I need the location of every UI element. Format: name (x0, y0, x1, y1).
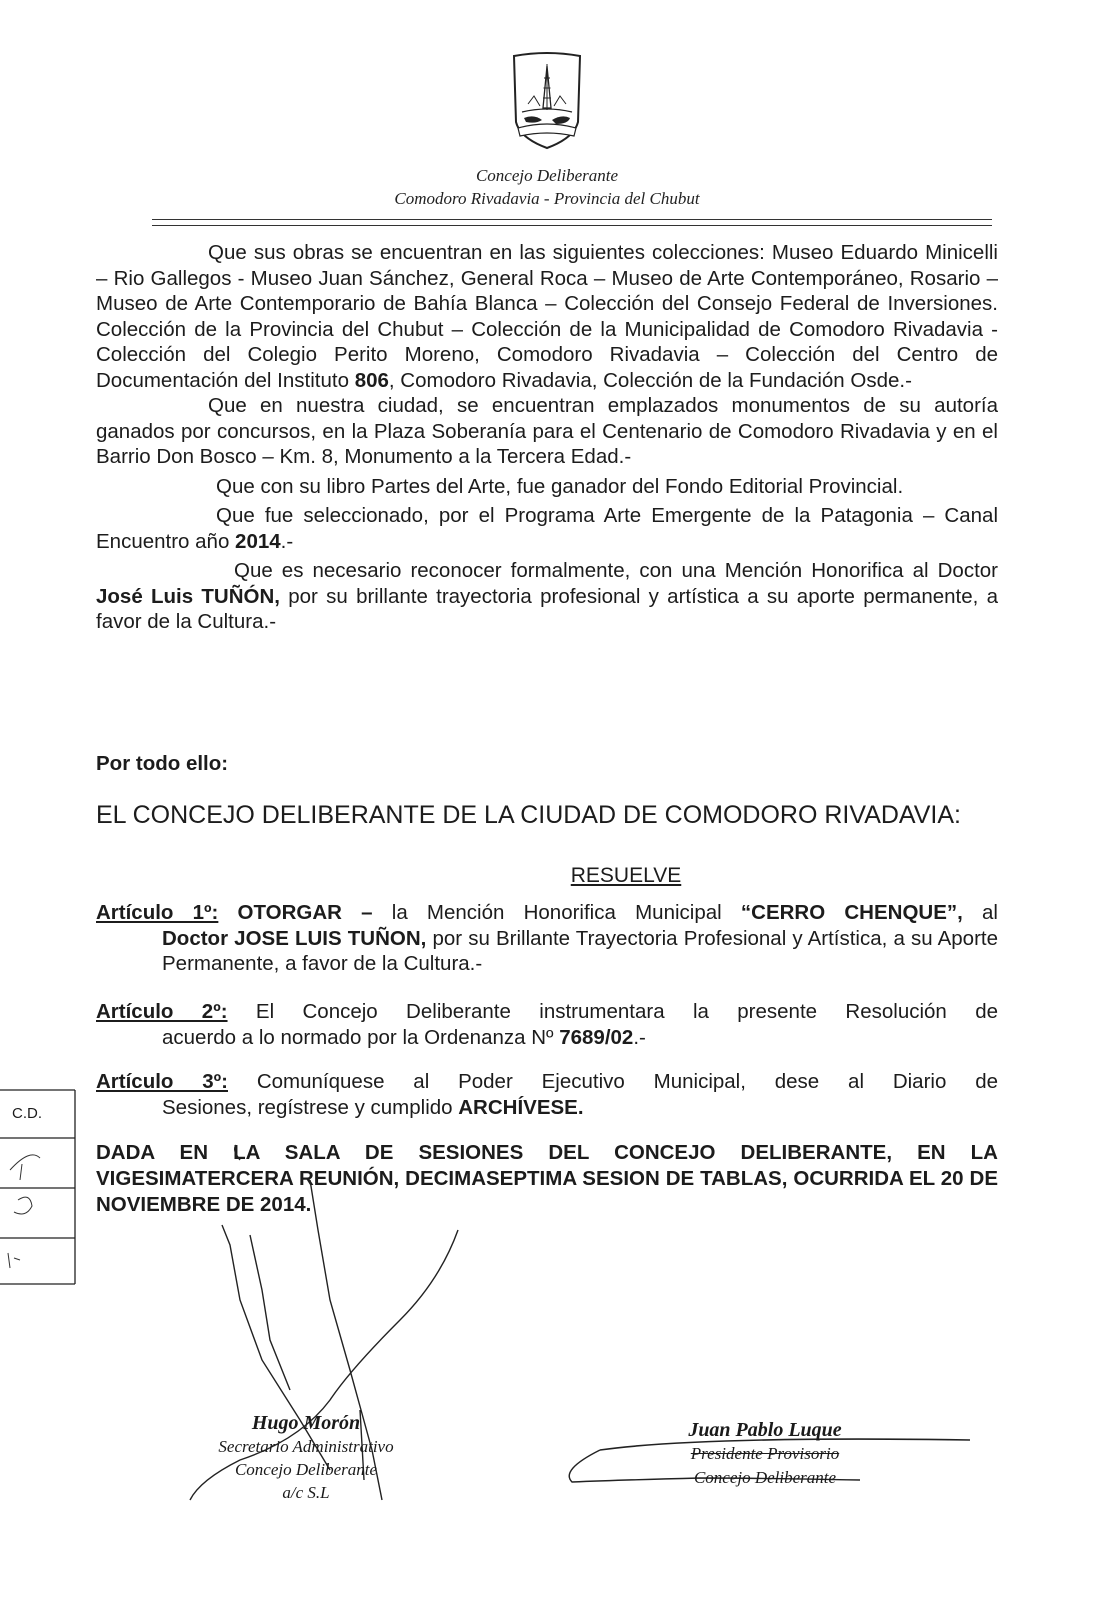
article-2-label: Artículo 2º: (96, 1000, 228, 1023)
article-1: Artículo 1º: OTORGAR – la Mención Honorifica Municipal “CERRO CHENQUE”, al Doctor JOSE LUIS TUÑON, por su Brillante Trayectoria Profesional y Artística, a su Aporte Permanente, a favor de la Cultura.- (96, 901, 999, 975)
council-heading: EL CONCEJO DELIBERANTE DE LA CIUDAD DE COMODORO RIVADAVIA: (96, 801, 961, 829)
coat-of-arms-icon (510, 50, 584, 160)
signer-extra: a/c S.L (282, 1483, 330, 1502)
signer-role: Presidente Provisorio (690, 1444, 840, 1463)
paragraph-recognition: Que es necesario reconocer formalmente, con una Mención Honorifica al Doctor José Luis TUÑÓN, por su brillante trayectoria profesional y artística a su aporte permanente, a favor de la Cultura.- (96, 559, 998, 633)
paragraph-monuments: Que en nuestra ciudad, se encuentran emplazados monumentos de su autoría ganados por concursos, en la Plaza Soberanía para el Centenario de Comodoro Rivadavia y en el Barrio Don Bosco – Km. 8, Monumento a la Tercera Edad.- (96, 394, 998, 468)
signer-role: Secretario Administrativo (218, 1437, 394, 1456)
letterhead-city-province: Comodoro Rivadavia - Provincia del Chubut (394, 189, 700, 208)
por-todo-ello: Por todo ello: (96, 752, 229, 775)
paragraph-collections: Que sus obras se encuentran en las siguientes colecciones: Museo Eduardo Minicelli – Rio Gallegos - Museo Juan Sánchez, General Roca – Museo de Arte Contemporáneo, Rosario – Museo de Arte Contemporario de Bahía Blanca – Colección del Consejo Federal de Inversiones. Colección de la Provincia del Chubut – Colección de la Municipalidad de Comodoro Rivadavia - Colección del Colegio Perito Moreno, Comodoro Rivadavia – Colección del Centro de Documentación del Instituto 806, Comodoro Rivadavia, Colección de la Fundación Osde.- (96, 241, 998, 392)
considerations-body (96, 240, 998, 635)
resuelve-heading: RESUELVE (570, 864, 682, 887)
given-in-closing: DADA EN LA SALA DE SESIONES DEL CONCEJO DELIBERANTE, EN LA VIGESIMATERCERA REUNIÓN, DECIMASEPTIMA SESION DE TABLAS, OCURRIDA EL 20 DE NOVIEMBRE DE 2014. (96, 1141, 998, 1216)
signer-name: Juan Pablo Luque (688, 1419, 842, 1441)
article-2: Artículo 2º: El Concejo Deliberante instrumentara la presente Resolución de acuerdo a lo normado por la Ordenanza Nº 7689/02.- (96, 1000, 998, 1049)
article-3-label: Artículo 3º: (96, 1070, 228, 1093)
paragraph-book: Que con su libro Partes del Arte, fue ganador del Fondo Editorial Provincial. (216, 474, 904, 498)
letterhead-council-name: Concejo Deliberante (475, 166, 619, 185)
article-1-label: Artículo 1º: (96, 901, 219, 924)
signer-org: Concejo Deliberante (234, 1460, 378, 1479)
paragraph-selection: Que fue seleccionado, por el Programa Arte Emergente de la Patagonia – Canal Encuentro año 2014.- (96, 504, 998, 553)
signature-block-secretary (176, 1412, 436, 1504)
signer-org: Concejo Deliberante (693, 1468, 837, 1487)
signer-name: Hugo Morón (251, 1412, 361, 1434)
stamp-label: C.D. (12, 1105, 42, 1122)
article-3: Artículo 3º: Comuníquese al Poder Ejecutivo Municipal, dese al Diario de Sesiones, regístrese y cumplido ARCHÍVESE. (96, 1070, 999, 1119)
header-rule (152, 219, 992, 220)
signature-block-president (630, 1418, 900, 1490)
header-rule (152, 225, 992, 226)
